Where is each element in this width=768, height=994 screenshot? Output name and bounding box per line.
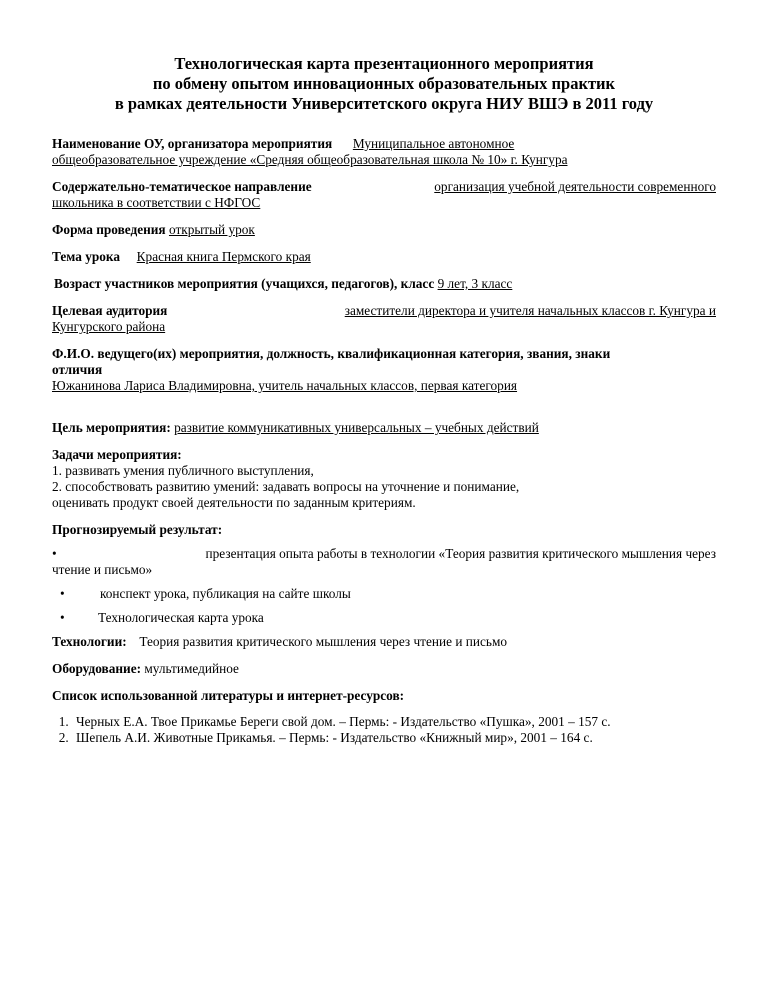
audience-section — [52, 303, 716, 335]
literature-list — [52, 714, 716, 746]
result-item-2 — [52, 586, 716, 602]
form-label: Форма проведения — [52, 222, 166, 237]
equipment-value: мультимедийное — [144, 661, 239, 676]
audience-value-line-2: Кунгурского района — [52, 319, 166, 334]
topic-label: Тема урока — [52, 249, 121, 264]
result-item-1-line-1: презентация опыта работы в технологии «Теория развития критического мышления через — [205, 546, 716, 561]
topic-value: Красная книга Пермского края — [136, 249, 311, 264]
literature-item: 2. Шепель А.И. Животные Прикамья. – Пермь: - Издательство «Книжный мир», 2001 – 164 с. — [72, 730, 716, 746]
org-label: Наименование ОУ, организатора мероприятия — [52, 136, 333, 151]
bullet-marker: • — [60, 610, 65, 625]
tasks-label: Задачи мероприятия: — [52, 447, 182, 462]
direction-label: Содержательно-тематическое направление — [52, 179, 312, 194]
org-value-line-1: Муниципальное автономное — [352, 136, 515, 151]
tasks-section — [52, 447, 716, 511]
leader-section — [52, 346, 716, 394]
result-item-1 — [52, 546, 716, 562]
audience-value-line-1: заместители директора и учителя начальных классов г. Кунгура и — [344, 303, 716, 318]
form-value: открытый урок — [168, 222, 255, 237]
bullet-marker: • — [60, 586, 65, 601]
result-item-1-line-2: чтение и письмо» — [52, 562, 153, 577]
org-section — [52, 136, 716, 168]
age-value: 9 лет, 3 класс — [437, 276, 513, 291]
task-line-2: 2. способствовать развитию умений: задавать вопросы на уточнение и понимание, — [52, 479, 520, 494]
title-line-3: в рамках деятельности Университетского округа НИУ ВШЭ в 2011 году — [114, 94, 654, 113]
org-value-line-2: общеобразовательное учреждение «Средняя общеобразовательная школа № 10» г. Кунгура — [52, 152, 568, 167]
document-title — [52, 54, 716, 114]
tech-label: Технологии: — [52, 634, 127, 649]
result-item-3-text: Технологическая карта урока — [98, 610, 264, 625]
title-line-1: Технологическая карта презентационного мероприятия — [174, 54, 594, 73]
equipment-label: Оборудование: — [52, 661, 142, 676]
leader-label-line-2: отличия — [52, 362, 103, 377]
leader-label-line-1: Ф.И.О. ведущего(их) мероприятия, должность, квалификационная категория, звания, знаки — [52, 346, 611, 361]
audience-label: Целевая аудитория — [52, 303, 168, 318]
task-line-1: 1. развивать умения публичного выступления, — [52, 463, 314, 478]
bullet-marker: • — [52, 546, 57, 561]
tech-value: Теория развития критического мышления через чтение и письмо — [139, 634, 508, 649]
title-line-2: по обмену опытом инновационных образовательных практик — [152, 74, 616, 93]
equipment-section — [52, 661, 716, 677]
literature-item: 1. Черных Е.А. Твое Прикамье Береги свой дом. – Пермь: - Издательство «Пушка», 2001 – 157 с. — [72, 714, 716, 730]
result-item-3 — [52, 610, 716, 626]
task-line-3: оценивать продукт своей деятельности по заданным критериям. — [52, 495, 416, 510]
result-item-2-text: конспект урока, публикация на сайте школы — [100, 586, 351, 601]
tech-section — [52, 634, 716, 650]
result-label: Прогнозируемый результат: — [52, 522, 223, 537]
result-section — [52, 522, 716, 626]
topic-section — [52, 249, 716, 265]
direction-section — [52, 179, 716, 211]
form-section — [52, 222, 716, 238]
age-label: Возраст участников мероприятия (учащихся, педагогов), класс — [54, 276, 435, 291]
literature-label: Список использованной литературы и интернет-ресурсов: — [52, 688, 405, 703]
age-section — [52, 276, 716, 292]
goal-label: Цель мероприятия: — [52, 420, 171, 435]
leader-value: Южанинова Лариса Владимировна, учитель начальных классов, первая категория — [52, 378, 518, 393]
literature-section — [52, 688, 716, 746]
goal-value: развитие коммуникативных универсальных – учебных действий — [174, 420, 539, 435]
goal-section — [52, 420, 716, 436]
direction-value-line-1: организация учебной деятельности современного — [434, 179, 716, 194]
direction-value-line-2: школьника в соответствии с НФГОС — [52, 195, 261, 210]
